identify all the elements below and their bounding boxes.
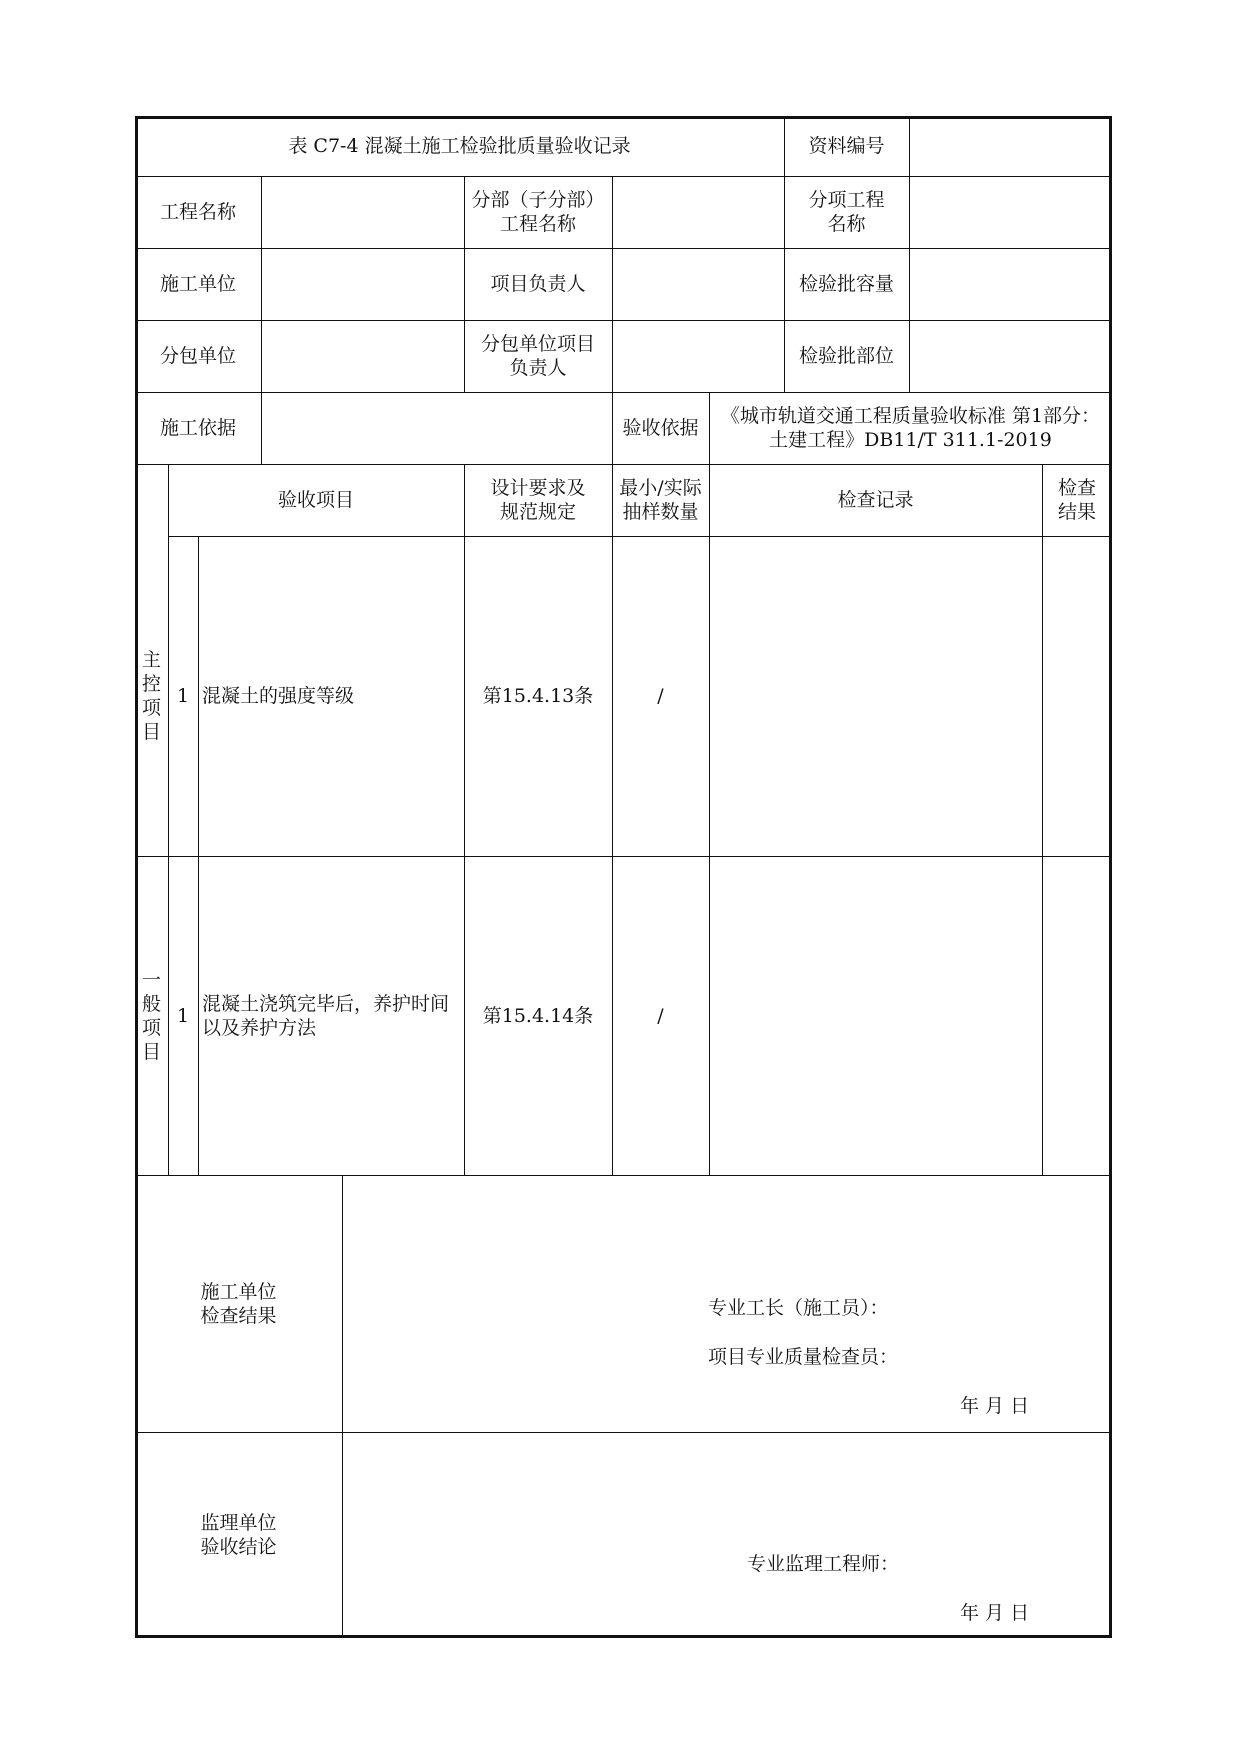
acceptance-basis-label: 验收依据 bbox=[622, 417, 699, 439]
subdivision-label: 分部（子分部） 工程名称 bbox=[471, 189, 605, 235]
subdivision-field[interactable] bbox=[612, 176, 784, 248]
general-row-no: 1 bbox=[176, 1004, 190, 1027]
project-leader-label: 项目负责人 bbox=[490, 273, 586, 295]
col-header-design: 设计要求及 规范规定 bbox=[490, 477, 586, 523]
acceptance-basis-value: 《城市轨道交通工程质量验收标准 第1部分： 土建工程》DB11/T 311.1-2019 bbox=[720, 405, 1101, 451]
general-row-sampling: / bbox=[657, 1004, 664, 1027]
col-header-record: 检查记录 bbox=[837, 489, 914, 511]
contractor-check-label: 施工单位 检查结果 bbox=[200, 1280, 277, 1327]
doc-no-label: 资料编号 bbox=[808, 135, 885, 157]
quality-inspector-signature-label: 项目专业质量检查员： bbox=[708, 1346, 899, 1368]
batch-location-label: 检验批部位 bbox=[798, 345, 894, 367]
supervising-engineer-signature-label: 专业监理工程师： bbox=[747, 1553, 900, 1575]
general-label: 一 般 项 目 bbox=[141, 968, 161, 1063]
subcontractor-field[interactable] bbox=[261, 320, 464, 392]
supervisor-date: 年 月 日 bbox=[960, 1602, 1030, 1624]
form-title: 表 C7-4 混凝土施工检验批质量验收记录 bbox=[288, 135, 631, 157]
general-row-design: 第15.4.14条 bbox=[482, 1004, 594, 1027]
main-row-result[interactable] bbox=[1042, 536, 1112, 856]
main-row-design: 第15.4.13条 bbox=[482, 685, 594, 707]
col-header-result: 检查 结果 bbox=[1057, 477, 1096, 523]
contractor-field[interactable] bbox=[261, 248, 464, 320]
batch-capacity-field[interactable] bbox=[909, 248, 1112, 320]
project-name-label: 工程名称 bbox=[159, 201, 236, 223]
general-row-item: 混凝土浇筑完毕后，养护时间 以及养护方法 bbox=[202, 992, 450, 1039]
main-control-label: 主 控 项 目 bbox=[141, 649, 161, 743]
sub-item-field[interactable] bbox=[909, 176, 1112, 248]
general-row-result[interactable] bbox=[1042, 856, 1112, 1175]
contractor-label: 施工单位 bbox=[159, 273, 236, 295]
supervisor-check-label: 监理单位 验收结论 bbox=[200, 1512, 277, 1558]
general-row-record[interactable] bbox=[709, 856, 1042, 1175]
sub-leader-field[interactable] bbox=[612, 320, 784, 392]
batch-location-field[interactable] bbox=[909, 320, 1112, 392]
subcontractor-label: 分包单位 bbox=[159, 345, 236, 367]
main-row-record[interactable] bbox=[709, 536, 1042, 856]
main-row-no: 1 bbox=[176, 685, 190, 707]
col-header-sampling: 最小/实际 抽样数量 bbox=[619, 477, 702, 523]
sub-leader-label: 分包单位项目 负责人 bbox=[480, 333, 595, 379]
col-header-item: 验收项目 bbox=[277, 489, 354, 511]
project-leader-field[interactable] bbox=[612, 248, 784, 320]
batch-capacity-label: 检验批容量 bbox=[798, 273, 894, 295]
foreman-signature-label: 专业工长（施工员）： bbox=[708, 1297, 889, 1319]
contractor-date: 年 月 日 bbox=[960, 1395, 1030, 1417]
basis-label: 施工依据 bbox=[159, 417, 236, 439]
project-name-field[interactable] bbox=[261, 176, 464, 248]
main-row-item: 混凝土的强度等级 bbox=[202, 685, 355, 707]
doc-no-field[interactable] bbox=[909, 116, 1112, 176]
main-row-sampling: / bbox=[657, 685, 664, 707]
basis-field[interactable] bbox=[261, 392, 612, 464]
rule bbox=[342, 1175, 343, 1638]
sub-item-label: 分项工程 名称 bbox=[808, 189, 885, 235]
